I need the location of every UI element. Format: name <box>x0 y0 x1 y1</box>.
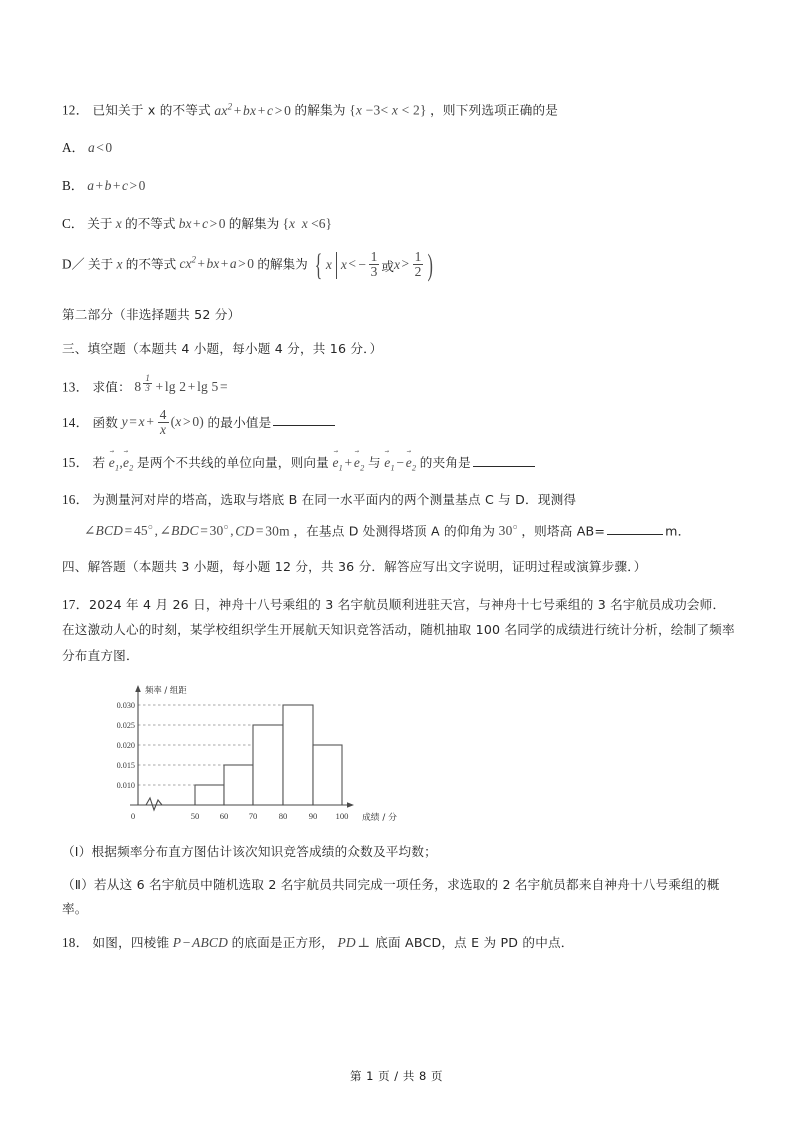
q12-option-c-var: x <box>115 215 122 231</box>
xtick-6: 100 <box>335 810 349 821</box>
q12-option-b <box>62 175 738 194</box>
q18-expr1: P − ABCD <box>172 934 229 950</box>
xtick-3: 70 <box>248 810 258 821</box>
q18-part1: 如图，四棱锥 <box>92 934 170 950</box>
brace-right-icon: ) <box>427 247 434 283</box>
q18-part2: 的底面是正方形， <box>231 934 334 950</box>
q16-text-line3: ，则塔高 AB= <box>521 523 606 539</box>
question-17-body <box>62 592 738 669</box>
section3-heading: 三、填空题（本题共 4 小题，每小题 4 分，共 16 分．） <box>62 341 383 357</box>
xtick-5: 90 <box>308 810 318 821</box>
xtick-4: 80 <box>278 810 288 821</box>
question-14 <box>62 406 738 438</box>
question-15 <box>62 454 738 474</box>
question-16-line1 <box>62 491 738 509</box>
q12-option-c-prefix: 关于 <box>87 215 113 231</box>
q12-option-a <box>62 137 738 156</box>
q12-option-d-cond-right: x > $\frac{1}{2}$ <box>394 248 422 279</box>
q15-number: 15． <box>62 455 89 471</box>
q16-angle2: ∠BDC = 30○ <box>159 522 229 539</box>
question-16-line2: ∠BCD = 45○ , ∠BDC = 30○ , CD = 30m ，在基点 D 处测得塔顶 A 的仰角为 30○ ，则塔高 AB= m． <box>84 522 691 539</box>
q12-option-d-set-var: x <box>325 257 332 273</box>
q12-stem-a: 已知关于 x 的不等式 <box>92 102 211 118</box>
q12-option-d-cond-left: x < − $\frac{1}{3}$ <box>340 248 378 279</box>
ytick-3: 0.025 <box>116 720 135 730</box>
set-divider <box>336 252 337 280</box>
bar-70-80 <box>253 725 283 805</box>
q12-option-c-suffix: 的解集为 <box>228 215 280 231</box>
q14-expression: y = x + $\frac{4}{x}$ (x > 0) <box>121 406 204 437</box>
histogram-svg <box>100 679 430 829</box>
xtick-1: 50 <box>190 810 200 821</box>
q12-option-b-label: B． <box>62 177 84 193</box>
q17-number: 17． <box>62 596 89 612</box>
q14-label: 函数 <box>92 414 119 430</box>
q12-option-c-mid: 的不等式 <box>125 215 176 231</box>
q12-option-d-set <box>311 247 436 283</box>
page-footer: 第 1 页 / 共 8 页 <box>350 1069 443 1083</box>
brace-left-icon: { <box>314 247 323 283</box>
ytick-2: 0.020 <box>116 740 135 750</box>
xtick-0: 0 <box>130 810 136 821</box>
q12-option-a-label: A． <box>62 139 85 155</box>
q15-part2: 是两个不共线的单位向量，则向量 <box>137 455 329 471</box>
bar-60-70 <box>224 765 253 805</box>
q12-option-d-prefix: 关于 <box>88 256 114 272</box>
histogram-bars <box>195 705 342 805</box>
q12-option-d-or: 或 <box>381 258 394 274</box>
q12-option-d-mid: 的不等式 <box>125 256 177 272</box>
q13-number: 13． <box>62 379 89 395</box>
q12-option-c-expr: bx + c > 0 <box>178 215 226 231</box>
bar-80-90 <box>283 705 313 805</box>
q12-option-d-suffix: 的解集为 <box>257 256 308 272</box>
q16-unit: m． <box>665 523 691 539</box>
q12-option-b-expr: a + b + c > 0 <box>87 177 146 193</box>
q12-number: 12． <box>62 102 89 118</box>
y-tick-labels <box>117 701 135 790</box>
q17-text: 2024 年 4 月 26 日，神舟十八号乘组的 3 名宇航员顺利进驻天宫，与神舟十七号乘组的 3 名宇航员成功会师．在这激动人心的时刻，某学校组织学生开展航天知识竞答活动，随机抽取 100 名同学的成绩进行统计分析，绘制了频率分布直方图． <box>62 596 735 663</box>
q17-sub2: （Ⅱ）若从这 6 名宇航员中随机选取 2 名宇航员共同完成一项任务，求选取的 2 名宇航员都来自神舟十八号乘组的概率。 <box>62 876 720 917</box>
question-12-stem <box>62 100 738 120</box>
section4-heading: 四、解答题（本题共 3 小题，每小题 12 分，共 36 分．解答应写出文字说明，证明过程或演算步骤．） <box>62 558 647 574</box>
chart-ylabel: 频率 / 组距 <box>145 684 187 695</box>
y-axis-arrow-icon <box>135 685 141 692</box>
ytick-0: 0.010 <box>116 780 135 790</box>
chart-xlabel: 成绩 / 分 <box>362 812 397 823</box>
q12-option-d-var: x <box>116 256 123 272</box>
frequency-distribution-histogram <box>100 679 430 829</box>
ytick-4: 0.030 <box>116 700 135 710</box>
q12-option-d-expr: $cx^2$ + bx + a > 0 <box>179 254 255 272</box>
q16-text-line1: 为测量河对岸的塔高，选取与塔底 B 在同一水平面内的两个测量基点 C 与 D．现测得 <box>92 492 577 507</box>
q12-stem-c: ，则下列选项正确的是 <box>430 102 559 118</box>
q18-part3: 底面 ABCD，点 E 为 PD 的中点． <box>375 934 574 950</box>
axis-break-icon <box>146 798 162 810</box>
q15-part1: 若 <box>92 455 106 471</box>
q14-answer-blank[interactable] <box>273 414 335 427</box>
q16-side: CD = 30m <box>235 523 290 539</box>
q12-stem-b: 的解集为 <box>294 102 346 118</box>
q14-tail: 的最小值是 <box>207 414 272 430</box>
q15-part3: 的夹角是 <box>419 455 471 471</box>
bar-90-100 <box>313 745 342 805</box>
q18-number: 18． <box>62 934 89 950</box>
q16-answer-blank[interactable] <box>607 523 663 536</box>
q16-angle3: 30○ <box>498 522 518 539</box>
q12-option-c-set: {x x <6} <box>282 215 332 231</box>
question-18 <box>62 934 738 952</box>
bar-50-60 <box>195 785 224 805</box>
q16-number: 16． <box>62 492 89 507</box>
q12-option-c <box>62 213 738 232</box>
q12-expression: $ax^2$ + bx + c > 0 <box>214 101 292 118</box>
q17-sub1: （Ⅰ）根据频率分布直方图估计该次知识竞答成绩的众数及平均数； <box>62 843 437 859</box>
q12-option-d-label: D／ <box>62 256 85 272</box>
q12-option-c-label: C． <box>62 215 84 231</box>
q15-mid: 与 <box>367 455 381 471</box>
q12-solution-set: {x −3< x < 2} <box>349 102 427 118</box>
ytick-1: 0.015 <box>116 760 135 770</box>
xtick-2: 60 <box>219 810 229 821</box>
q13-label: 求值： <box>92 379 131 395</box>
part2-heading: 第二部分（非选择题共 52 分） <box>62 307 241 323</box>
question-13 <box>62 374 738 397</box>
q16-angle1: ∠BCD = 45○ <box>84 522 154 539</box>
q13-expression: 8 $^{\frac{1}{3}}$ + lg 2 + lg 5 = <box>134 373 228 395</box>
q15-vectors: → $e_1,\to e_2$ <box>109 455 134 470</box>
q15-expr1: → $e_1$ + → $e_2$ <box>332 455 364 470</box>
q14-number: 14． <box>62 414 89 430</box>
q15-answer-blank[interactable] <box>473 454 535 467</box>
q12-option-d <box>62 247 738 283</box>
q15-expr2: → $e_1$ − → $e_2$ <box>384 455 416 470</box>
x-tick-labels <box>131 811 349 821</box>
q18-expr2: PD ⊥ <box>337 934 371 950</box>
q16-text-line2: ，在基点 D 处测得塔顶 A 的仰角为 <box>293 523 496 539</box>
q12-option-a-expr: a < 0 <box>88 139 113 155</box>
x-axis-arrow-icon <box>347 802 354 808</box>
